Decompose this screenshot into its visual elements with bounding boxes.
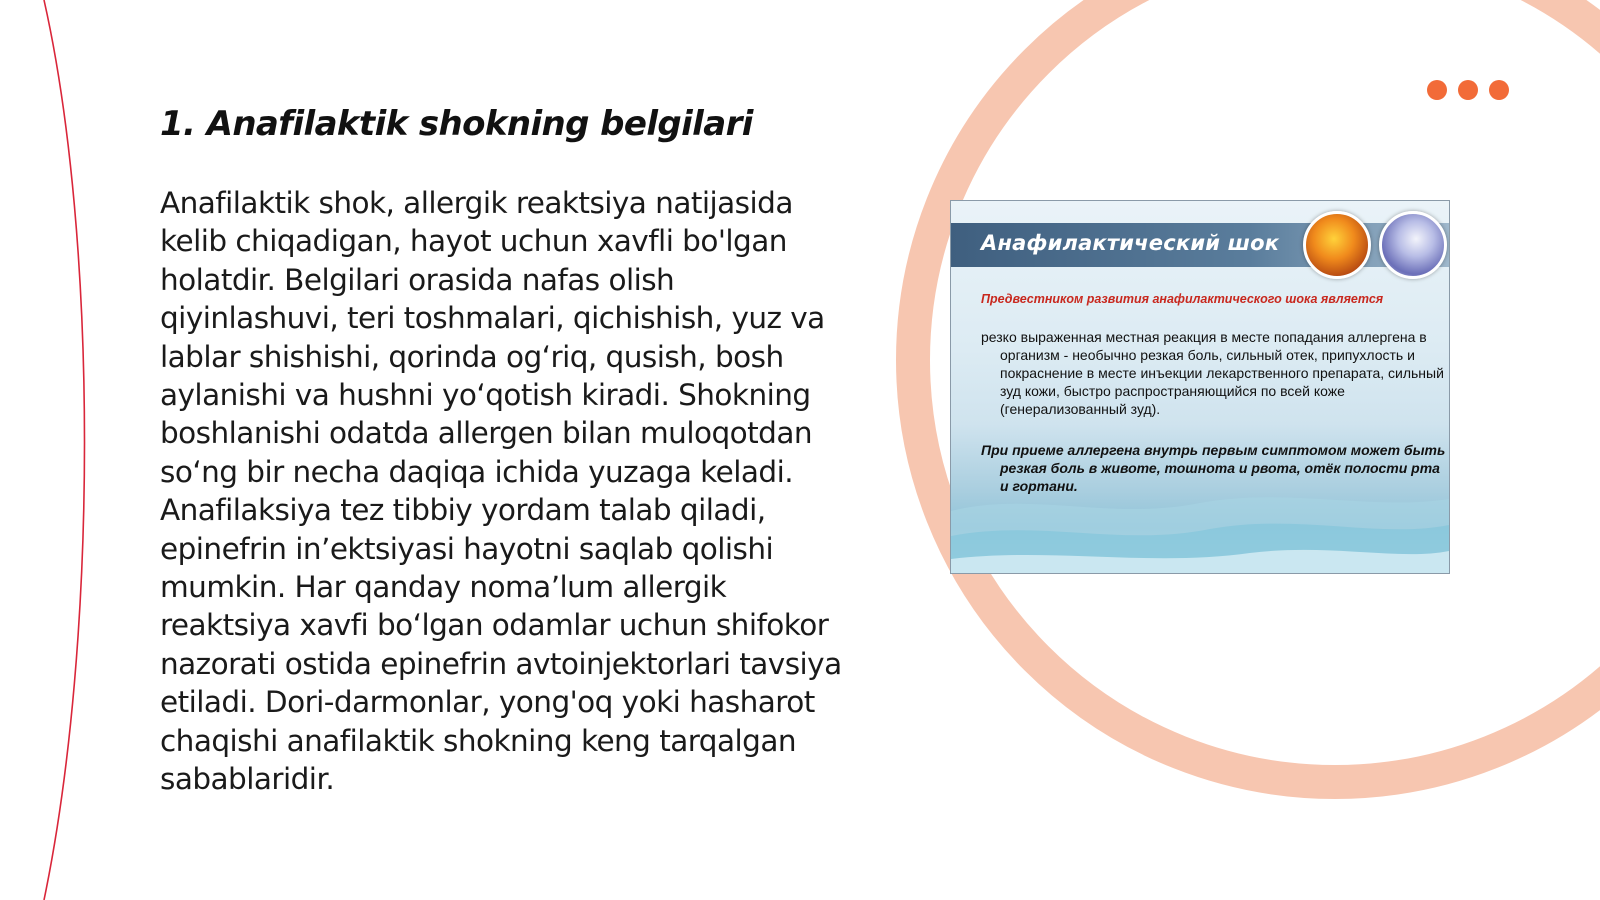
more-dots-icon: [1427, 80, 1509, 100]
body-paragraph: Anafilaktik shok, allergik reaktsiya natijasida kelib chiqadigan, hayot uchun xavfli bo'lgan holatdir. Belgilari orasida nafas olish qiyinlashuvi, teri toshmalari, qichishish, yuz va lablar shishishi, qorinda og‘riq, qusish, bosh aylanishi va hushni yo‘qotish kiradi. Shokning boshlanishi odatda allergen bilan muloqotdan so‘ng bir necha daqiqa ichida yuzaga keladi. Anafilaksiya tez tibbiy yordam talab qiladi, epinefrin in’ektsiyasi hayotni saqlab qolishi mumkin. Har qanday noma’lum allergik reaktsiya xavfi bo‘lgan odamlar uchun shifokor nazorati ostida epinefrin avtoinjektorlari tavsiya etiladi. Dori-darmonlar, yong'oq yoki hasharot chaqishi anafilaktik shokning keng tarqalgan sabablaridir.: [160, 186, 842, 797]
left-red-line: [44, 0, 85, 900]
doctor-orb-image: [1379, 211, 1447, 279]
slide-subtitle: Предвестником развития анафилактического шока является: [981, 292, 1384, 306]
slide-image: [950, 200, 1450, 574]
slide-paragraph-2: При приеме аллергена внутрь первым симптомом может быть резкая боль в животе, тошнота и рвота, отёк полости рта и гортани.: [981, 442, 1446, 494]
dot-2: [1458, 80, 1478, 100]
slide-title: Анафилактический шок: [981, 231, 1280, 255]
slide-wave-background: [951, 481, 1449, 573]
fire-orb-image: [1303, 211, 1371, 279]
page-title: 1. Anafilaktik shokning belgilari: [160, 104, 753, 144]
dot-3: [1489, 80, 1509, 100]
dot-1: [1427, 80, 1447, 100]
slide-paragraph-1: резко выраженная местная реакция в месте попадания аллергена в организм - необычно резкая боль, сильный отек, припухлость и покраснение в месте инъекции лекарственного препарата, сильный зуд кожи, быстро распространяющийся по всей коже (генерализованный зуд).: [981, 329, 1444, 417]
